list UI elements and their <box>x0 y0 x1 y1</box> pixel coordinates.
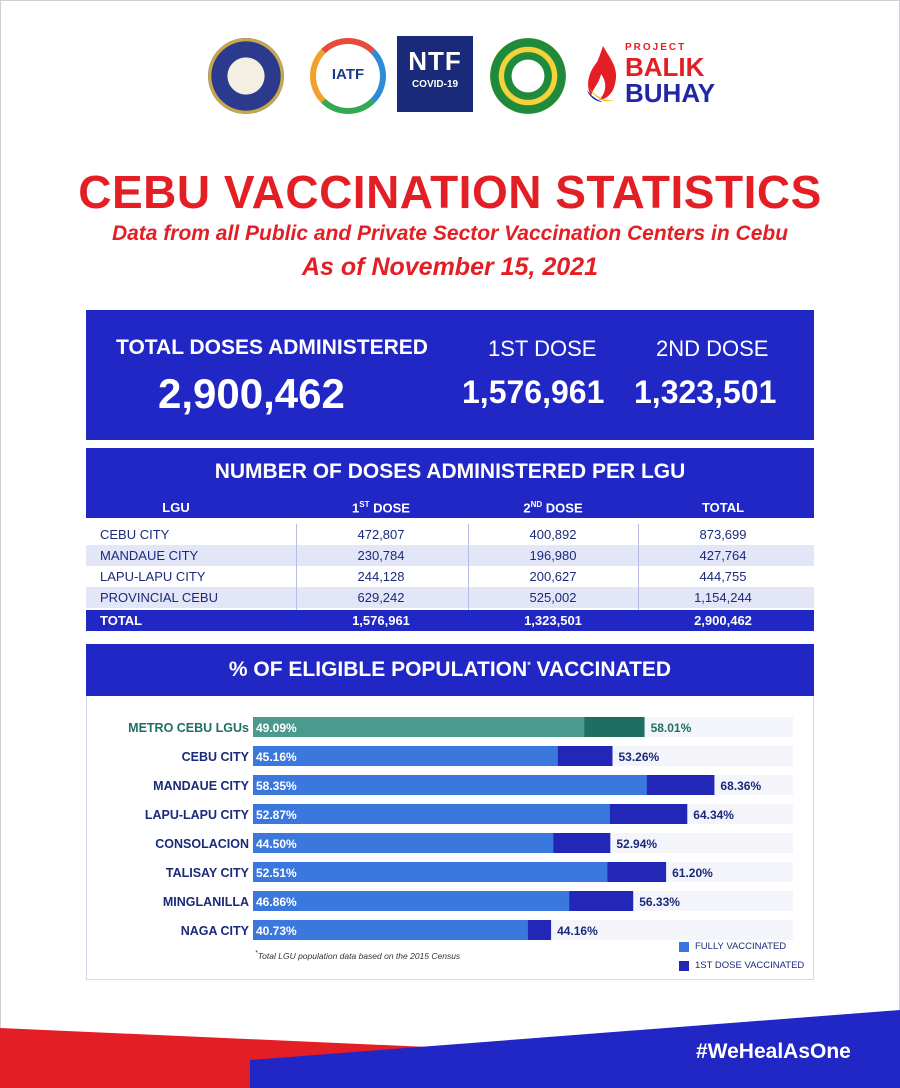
chart-title-asterisk: * <box>527 660 531 670</box>
bar-fully-vaccinated <box>253 746 558 766</box>
column-divider <box>468 524 469 610</box>
table-cell-dose1: 1,576,961 <box>352 613 410 628</box>
category-label: TALISAY CITY <box>165 866 249 880</box>
table-cell-dose2: 400,892 <box>529 527 577 542</box>
doh-seal-logo <box>490 38 566 114</box>
legend-swatch-fully <box>679 942 689 952</box>
column-header-first-dose-sup: ST <box>359 500 370 509</box>
table-row <box>86 587 814 608</box>
balik-project-text: PROJECT <box>625 42 687 53</box>
balik-buhay-wordmark <box>625 38 715 106</box>
column-header-total: TOTAL <box>701 500 745 515</box>
totals-panel <box>86 310 814 440</box>
category-label: METRO CEBU LGUs <box>128 721 249 735</box>
page-title: CEBU VACCINATION STATISTICS <box>78 166 822 218</box>
table-cell-lgu: CEBU CITY <box>100 527 170 542</box>
data-label-fully: 49.09% <box>256 721 297 735</box>
data-label-first: 68.36% <box>720 779 762 793</box>
data-label-fully: 44.50% <box>256 837 297 851</box>
ntf-logo-text: NTF <box>408 46 462 76</box>
table-cell-dose1: 472,807 <box>357 527 405 542</box>
ntf-logo-subtext: COVID-19 <box>411 79 459 90</box>
lgu-table-section <box>86 448 814 633</box>
category-label: NAGA CITY <box>180 924 249 938</box>
as-of-date: As of November 15, 2021 <box>302 253 598 281</box>
table-cell-total: 444,755 <box>699 569 747 584</box>
column-header-first-dose-num: 1 <box>352 500 360 516</box>
total-doses-value: 2,900,462 <box>158 370 345 417</box>
table-cell-lgu: LAPU-LAPU CITY <box>100 569 206 584</box>
data-label-first: 44.16% <box>557 924 598 938</box>
category-label: MINGLANILLA <box>162 895 249 909</box>
table-cell-dose1: 629,242 <box>357 590 405 605</box>
category-label: CEBU CITY <box>181 750 249 764</box>
ntf-covid19-logo <box>397 36 473 112</box>
flame-icon <box>585 44 621 104</box>
table-cell-total: 873,699 <box>699 527 747 542</box>
data-label-fully: 45.16% <box>256 750 297 764</box>
category-label: LAPU-LAPU CITY <box>144 808 249 822</box>
table-row <box>86 566 814 587</box>
vaccination-chart-section <box>86 644 814 980</box>
table-row <box>86 545 814 566</box>
column-header-second-dose-rest: DOSE <box>542 500 583 516</box>
chart-footnote <box>255 949 460 961</box>
presidential-seal-logo <box>208 38 284 114</box>
legend-item-fully <box>679 941 804 960</box>
total-doses-label: TOTAL DOSES ADMINISTERED <box>116 336 428 359</box>
column-header-lgu: LGU <box>162 500 190 515</box>
bar-fully-vaccinated <box>253 804 610 824</box>
chart-title-main: % OF ELIGIBLE POPULATION <box>228 658 528 681</box>
vaccination-bar-chart <box>87 645 813 979</box>
table-total-row <box>86 610 814 631</box>
data-label-fully: 52.87% <box>256 808 297 822</box>
table-cell-dose2: 1,323,501 <box>524 613 582 628</box>
table-cell-lgu: MANDAUE CITY <box>100 548 199 563</box>
iatf-logo-text: IATF <box>331 66 365 83</box>
column-divider <box>296 524 297 610</box>
footnote-text: Total LGU population data based on the 2015 Census <box>257 950 461 961</box>
data-label-fully: 52.51% <box>256 866 297 880</box>
data-label-first: 53.26% <box>618 750 660 764</box>
legend-item-first <box>679 960 804 979</box>
balik-word-text: BALIK <box>625 52 705 82</box>
first-dose-value: 1,576,961 <box>462 374 605 410</box>
data-label-first: 61.20% <box>672 866 713 880</box>
chart-legend <box>679 941 804 979</box>
page-subtitle: Data from all Public and Private Sector Vaccination Centers in Cebu <box>111 222 789 245</box>
table-cell-dose1: 244,128 <box>357 569 405 584</box>
legend-swatch-first <box>679 961 689 971</box>
legend-label-first: 1ST DOSE VACCINATED <box>695 960 805 971</box>
bar-fully-vaccinated <box>253 717 584 737</box>
data-label-fully: 46.86% <box>256 895 297 909</box>
bar-fully-vaccinated <box>253 862 607 882</box>
footnote-asterisk: * <box>255 949 258 957</box>
table-cell-lgu: TOTAL <box>100 613 143 628</box>
column-header-first-dose-rest: DOSE <box>369 500 410 516</box>
table-cell-lgu: PROVINCIAL CEBU <box>100 590 218 605</box>
data-label-first: 64.34% <box>693 808 734 822</box>
table-cell-total: 1,154,244 <box>694 590 752 605</box>
data-label-first: 52.94% <box>616 837 658 851</box>
bar-fully-vaccinated <box>253 891 569 911</box>
data-label-first: 56.33% <box>639 895 680 909</box>
table-row <box>86 524 814 545</box>
column-header-first-dose <box>296 500 466 515</box>
second-dose-value: 1,323,501 <box>634 374 777 410</box>
category-label: MANDAUE CITY <box>153 779 249 793</box>
balik-buhay-logo <box>585 38 716 114</box>
table-cell-dose2: 200,627 <box>529 569 577 584</box>
table-cell-dose2: 196,980 <box>529 548 577 563</box>
table-cell-total: 427,764 <box>699 548 747 563</box>
table-cell-dose1: 230,784 <box>357 548 405 563</box>
lgu-table-title: NUMBER OF DOSES ADMINISTERED PER LGU <box>214 460 686 483</box>
iatf-logo <box>310 38 386 114</box>
data-label-first: 58.01% <box>650 721 692 735</box>
legend-label-fully: FULLY VACCINATED <box>695 941 787 952</box>
chart-title-rest: VACCINATED <box>530 658 672 681</box>
table-cell-total: 2,900,462 <box>694 613 752 628</box>
column-header-second-dose-sup: ND <box>530 500 543 509</box>
table-cell-dose2: 525,002 <box>529 590 577 605</box>
bar-fully-vaccinated <box>253 775 647 795</box>
first-dose-label: 1ST DOSE <box>488 336 597 361</box>
buhay-word-text: BUHAY <box>625 78 716 108</box>
footer-hashtag: #WeHealAsOne <box>696 1040 851 1063</box>
logo-row <box>0 36 900 116</box>
column-divider <box>638 524 639 610</box>
lgu-table-header <box>86 448 814 518</box>
data-label-fully: 40.73% <box>256 924 297 938</box>
data-label-fully: 58.35% <box>256 779 297 793</box>
column-header-second-dose-num: 2 <box>523 500 531 516</box>
category-label: CONSOLACION <box>155 837 249 851</box>
bar-fully-vaccinated <box>253 833 553 853</box>
column-header-second-dose <box>468 500 638 515</box>
second-dose-label: 2ND DOSE <box>656 336 769 361</box>
